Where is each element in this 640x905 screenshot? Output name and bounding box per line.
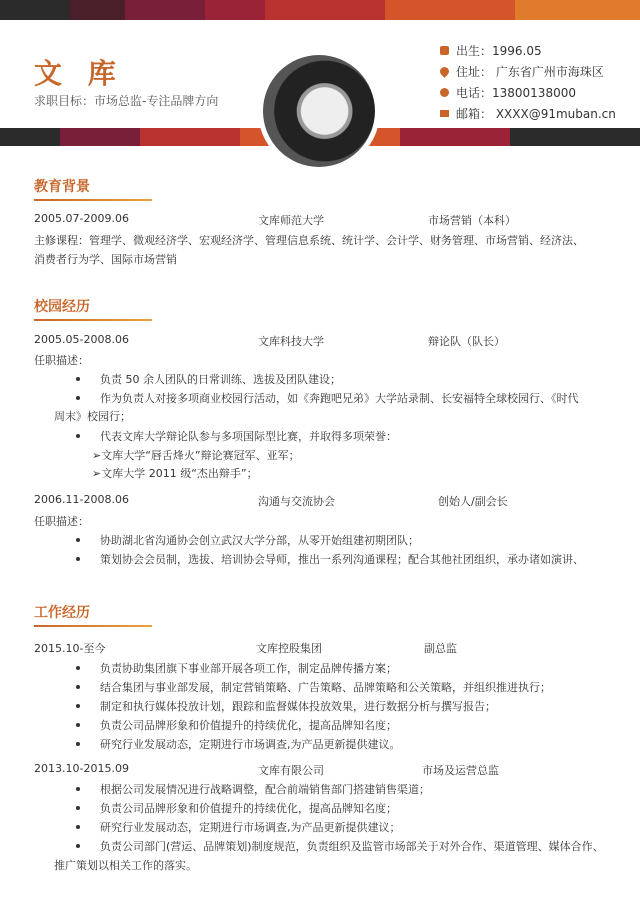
work-heading: 工作经历 (34, 602, 152, 627)
bullet-dot (76, 434, 80, 438)
campus1-date: 2005.05-2008.06 (34, 333, 129, 346)
portrait-photo (263, 55, 375, 167)
address: 住址： 广东省广州市海珠区 (456, 65, 604, 79)
phone-icon (440, 88, 449, 97)
work1-bullet5: 研究行业发展动态，定期进行市场调查,为产品更新提供建议。 (100, 738, 401, 751)
bullet-dot (76, 377, 80, 381)
work1-bullet1: 负责协助集团旗下事业部开展各项工作，制定品牌传播方案； (100, 662, 397, 675)
calendar-icon (440, 46, 449, 55)
bullet-dot (76, 557, 80, 561)
work2-bullet2: 负责公司品牌形象和价值提升的持续优化，提高品牌知名度； (100, 802, 397, 815)
campus1-bullet1: 负责 50 余人团队的日常训练、选拔及团队建设； (100, 373, 341, 386)
campus1-bullet2-cont: 周末》校园行； (54, 410, 131, 423)
work1-org: 文库控股集团 (256, 642, 322, 655)
bullet-dot (76, 685, 80, 689)
bullet-dot (76, 723, 80, 727)
bullet-dot (76, 742, 80, 746)
bullet-dot (76, 704, 80, 708)
email: 邮箱： XXXX@91muban.cn (456, 107, 616, 121)
phone: 电话：13800138000 (456, 86, 576, 100)
bullet-dot (76, 844, 80, 848)
work2-date: 2013.10-2015.09 (34, 762, 129, 775)
campus2-org: 沟通与交流协会 (258, 495, 335, 508)
education-heading: 教育背景 (34, 176, 152, 201)
campus2-desc-label: 任职描述： (34, 515, 89, 528)
work1-date: 2015.10-至今 (34, 642, 106, 655)
bullet-dot (76, 787, 80, 791)
location-icon (438, 65, 451, 78)
work1-bullet4: 负责公司品牌形象和价值提升的持续优化，提高品牌知名度； (100, 719, 397, 732)
campus2-bullet1: 协助湖北省沟通协会创立武汉大学分部，从零开始组建初期团队； (100, 534, 419, 547)
work2-bullet1: 根据公司发展情况进行战略调整，配合前端销售部门搭建销售渠道； (100, 783, 430, 796)
job-objective: 求职目标：市场总监-专注品牌方向 (34, 94, 219, 108)
campus1-desc-label: 任职描述： (34, 354, 89, 367)
resume-name: 文 库 (34, 57, 124, 90)
birth-date: 出生：1996.05 (456, 44, 542, 58)
campus2-date: 2006.11-2008.06 (34, 493, 129, 506)
work1-role: 副总监 (424, 642, 457, 655)
campus2-role: 创始人/副会长 (438, 495, 508, 508)
work2-org: 文库有限公司 (258, 764, 324, 777)
campus1-sub1: ➢文库大学“唇舌烽火”辩论赛冠军、亚军； (92, 449, 300, 462)
campus1-bullet3: 代表文库大学辩论队参与多项国际型比赛，并取得多项荣誉： (100, 430, 397, 443)
bullet-dot (76, 825, 80, 829)
campus2-bullet2: 策划协会会员制，选拔、培训协会导师，推出一系列沟通课程；配合其他社团组织，承办诸如演讲、 (100, 553, 584, 566)
campus-heading: 校园经历 (34, 296, 152, 321)
edu-courses-line2: 消费者行为学、国际市场营销 (34, 253, 177, 266)
contact-info (440, 40, 616, 124)
bullet-dot (76, 666, 80, 670)
campus1-org: 文库科技大学 (258, 335, 324, 348)
work1-bullet3: 制定和执行媒体投放计划，跟踪和监督媒体投放效果，进行数据分析与撰写报告； (100, 700, 496, 713)
bullet-dot (76, 806, 80, 810)
campus1-role: 辩论队（队长） (428, 335, 505, 348)
work2-bullet4-cont: 推广策划以相关工作的落实。 (54, 859, 197, 872)
edu-date: 2005.07-2009.06 (34, 212, 129, 225)
mail-icon (440, 110, 449, 117)
work2-bullet4: 负责公司部门(营运、品牌策划)制度规范，负责组织及监管市场部关于对外合作、渠道管理、媒体合作、 (100, 840, 604, 853)
work2-bullet3: 研究行业发展动态，定期进行市场调查,为产品更新提供建议； (100, 821, 401, 834)
campus1-bullet2: 作为负责人对接多项商业校园行活动，如《奔跑吧兄弟》大学站录制、长安福特全球校园行、《时代 (100, 392, 579, 405)
bullet-dot (76, 396, 80, 400)
top-color-band (0, 0, 640, 20)
edu-courses-line1: 主修课程：管理学、微观经济学、宏观经济学、管理信息系统、统计学、会计学、财务管理、市场营销、经济法、 (34, 234, 584, 247)
campus1-sub2: ➢文库大学 2011 级“杰出辩手”； (92, 467, 258, 480)
edu-school: 文库师范大学 (258, 214, 324, 227)
work2-role: 市场及运营总监 (422, 764, 499, 777)
edu-major: 市场营销（本科） (428, 214, 516, 227)
bullet-dot (76, 538, 80, 542)
work1-bullet2: 结合集团与事业部发展，制定营销策略、广告策略、品牌策略和公关策略，并组织推进执行； (100, 681, 551, 694)
